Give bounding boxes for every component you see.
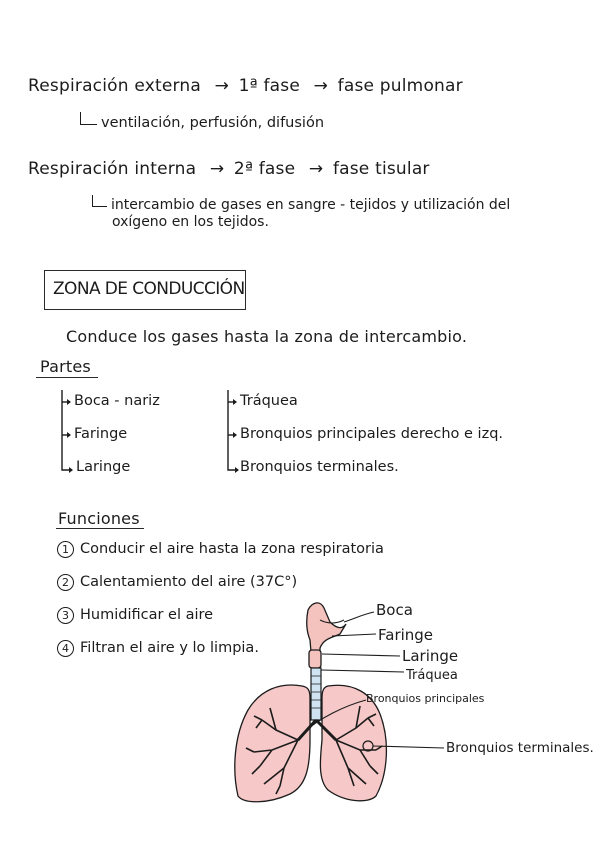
label-bronquios-principales: Bronquios principales: [366, 692, 485, 705]
part-boca-nariz: Boca - nariz: [74, 393, 160, 409]
internal-phase: 2ª fase: [233, 159, 296, 179]
part-bronquios-principales: Bronquios principales derecho e izq.: [240, 426, 504, 442]
label-traquea: Tráquea: [406, 668, 458, 683]
label-bronquios-terminales: Bronquios terminales.: [446, 740, 594, 756]
section-title-box: [44, 270, 246, 310]
external-sub-text: ventilación, perfusión, difusión: [101, 115, 325, 131]
number-circle-icon: 4: [57, 640, 74, 657]
function-text-2: Calentamiento del aire (37C°): [80, 574, 298, 590]
external-term: Respiración externa: [28, 76, 201, 96]
part-bronquios-terminales: Bronquios terminales.: [240, 459, 399, 475]
left-lung: [235, 685, 310, 802]
part-faringe: Faringe: [74, 426, 128, 442]
function-text-3: Humidificar el aire: [80, 607, 214, 623]
arrow-icon: →: [308, 159, 324, 179]
external-phase: 1ª fase: [238, 76, 300, 96]
section-description: Conduce los gases hasta la zona de intercambio.: [66, 327, 468, 346]
internal-term: Respiración interna: [28, 159, 197, 179]
function-item-3: [57, 607, 213, 624]
intro-line-internal: [28, 159, 430, 179]
intro-internal-sub-a: [92, 195, 510, 213]
functions-heading: Funciones: [58, 509, 140, 528]
function-text-4: Filtran el aire y lo limpia.: [80, 640, 259, 656]
function-item-1: [57, 541, 384, 558]
internal-result: fase tisular: [332, 159, 430, 179]
larynx-shape: [309, 650, 321, 668]
number-circle-icon: 1: [57, 541, 74, 558]
section-title: ZONA DE CONDUCCIÓN: [53, 279, 245, 299]
internal-sub-text-a: intercambio de gases en sangre - tejidos y utilización del: [111, 197, 511, 213]
arrow-icon: →: [214, 76, 230, 96]
respiratory-diagram: [220, 590, 599, 812]
intro-line-external: [28, 76, 463, 96]
functions-heading-underline: [56, 528, 144, 529]
label-boca: Boca: [376, 601, 413, 619]
label-faringe: Faringe: [378, 626, 434, 644]
number-circle-icon: 3: [57, 607, 74, 624]
number-circle-icon: 2: [57, 574, 74, 591]
function-item-2: [57, 574, 297, 591]
intro-external-sub: [80, 112, 324, 131]
intro-internal-sub-b: oxígeno en los tejidos.: [112, 214, 269, 230]
parts-heading: Partes: [40, 357, 91, 376]
external-result: fase pulmonar: [337, 76, 463, 96]
parts-heading-underline: [36, 377, 98, 378]
arrow-icon: →: [313, 76, 329, 96]
branch-arrow-icon: [92, 195, 107, 207]
function-text-1: Conducir el aire hasta la zona respiratoria: [80, 541, 384, 557]
label-laringe: Laringe: [402, 647, 459, 665]
part-laringe: Laringe: [76, 459, 131, 475]
arrow-icon: →: [209, 159, 225, 179]
branch-arrow-icon: [80, 112, 97, 125]
part-traquea: Tráquea: [240, 393, 298, 409]
